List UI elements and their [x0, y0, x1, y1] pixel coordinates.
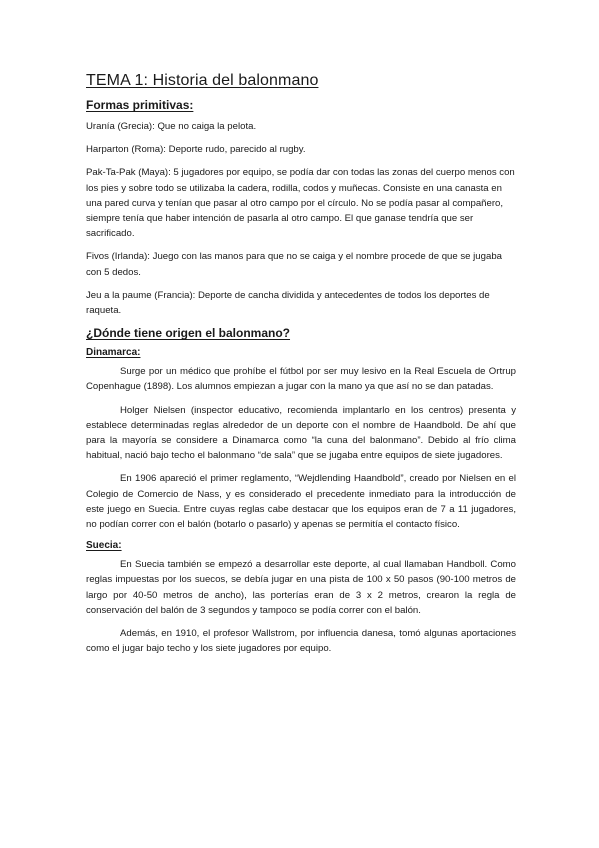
paragraph-pak-ta-pak: Pak-Ta-Pak (Maya): 5 jugadores por equipo, se podía dar con todas las zonas del cuerpo menos con los pies y sobre todo se utilizaba la cadera, rodilla, codos y muñecas. Consiste en una canasta en una pared curva y tenían que pasar al otro campo por el círculo. No se podía pasar al compañero, siempre tenía que haber intención de pasarla al otro campo. El que ganase tendría que ser sacrificado. — [86, 167, 515, 240]
paragraph-harparton: Harparton (Roma): Deporte rudo, parecido al rugby. — [86, 144, 306, 156]
paragraph-dinamarca-1: Surge por un médico que prohíbe el fútbol por ser muy lesivo en la Real Escuela de Ortrup Copenhague (1898). Los alumnos empiezan a jugar con la mano ya que así no se dan patadas. — [86, 366, 516, 393]
paragraph-jeu-a-la-paume: Jeu a la paume (Francia): Deporte de cancha dividida y antecedentes de todos los deportes de raqueta. — [86, 289, 490, 317]
subheading-suecia: Suecia: — [86, 540, 122, 552]
paragraph-dinamarca-2: Holger Nielsen (inspector educativo, recomienda implantarlo en los centros) presenta y establece determinadas reglas alrededor de un deporte con el nombre de Haandbold. De ahí que para la mayoría se considere a Dinamarca como “la cuna del balonmano”. Debido al frío clima habitual, nació bajo techo el balonmano “de sala” que se jugaba entre equipos de siete jugadores. — [86, 404, 516, 462]
page-title: TEMA 1: Historia del balonmano — [86, 72, 319, 89]
document-body — [86, 72, 516, 664]
paragraph-urania: Uranía (Grecia): Que no caiga la pelota. — [86, 121, 257, 132]
paragraph-suecia-1: En Suecia también se empezó a desarrollar este deporte, al cual llamaban Handboll. Como reglas impuestas por los suecos, se debía jugar en una pista de 100 x 50 pasos (90-100 metros de largo por 40-50 metros de ancho), las porterías eran de 3 x 2 metros, crearon la regla de conservación del balón de 3 segundos y tampoco se podía correr con el balón. — [86, 559, 516, 616]
paragraph-dinamarca-3: En 1906 apareció el primer reglamento, “Wejdlending Haandbold”, creado por Nielsen en el Colegio de Comercio de Nass, y es considerado el precedente inmediato para la introducción de este juego en Suecia. Entre cuyas reglas cabe destacar que los equipos eran de 7 a 11 jugadores, no podían correr con el balón (botarlo o pasarlo) y apenas se permitía el contacto físico. — [86, 473, 516, 531]
subheading-dinamarca: Dinamarca: — [86, 347, 141, 359]
paragraph-fivos: Fivos (Irlanda): Juego con las manos para que no se caiga y el nombre procede de que se jugaba con 5 dedos. — [86, 251, 502, 278]
paragraph-suecia-2: Además, en 1910, el profesor Wallstrom, por influencia danesa, tomó algunas aportaciones como el jugar bajo techo y los siete jugadores por equipo. — [86, 628, 516, 655]
section-heading-formas-primitivas: Formas primitivas: — [86, 98, 194, 112]
section-heading-origen: ¿Dónde tiene origen el balonmano? — [86, 326, 291, 341]
